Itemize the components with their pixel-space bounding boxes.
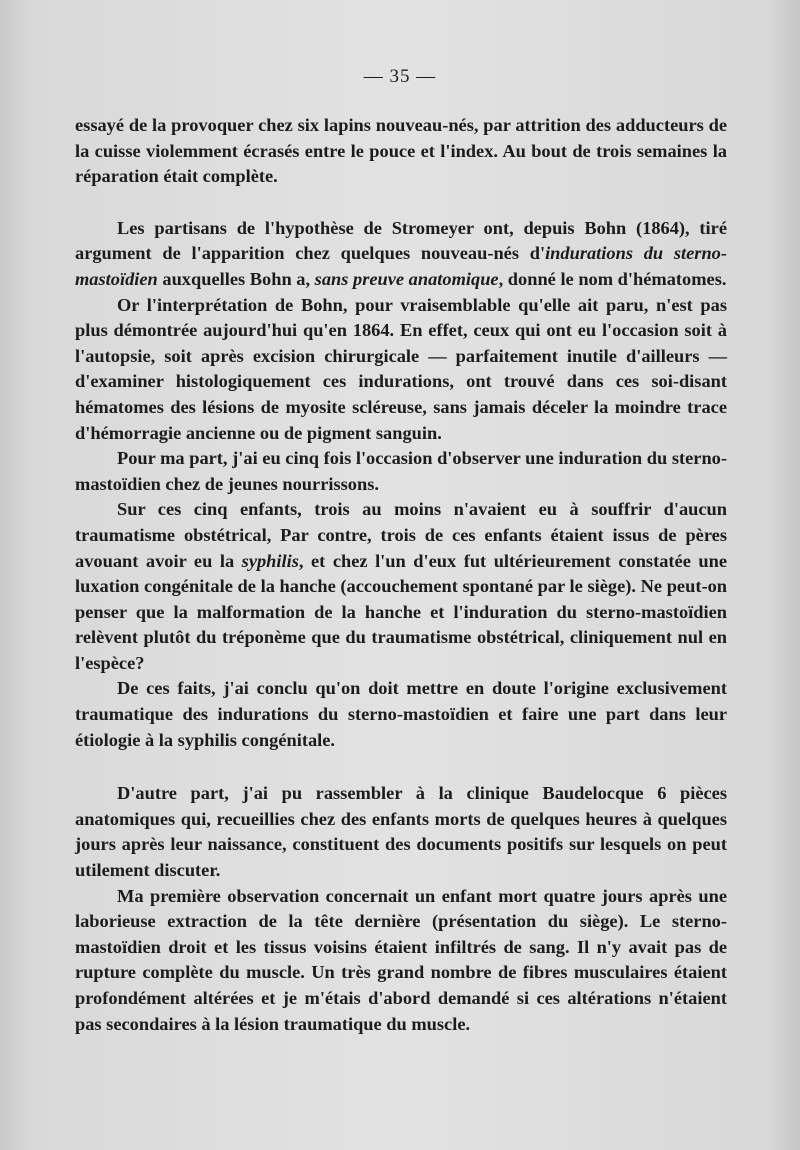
paragraph-4: Pour ma part, j'ai eu cinq fois l'occasion d'observer une induration du sterno-mastoïdien chez de jeunes nourrissons. — [75, 448, 727, 494]
section-gap — [75, 190, 727, 216]
paragraph-3: Or l'interprétation de Bohn, pour vraisemblable qu'elle ait paru, n'est pas plus démontrée aujourd'hui qu'en 1864. En effet, ceux qui ont eu l'occasion soit à l'autopsie, soit après excision chirurgicale — parfaitement inutile d'ailleurs — d'examiner histologiquement ces indurations, ont trouvé dans ces soi-disant hématomes des lésions de myosite scléreuse, sans jamais déceler la moindre trace d'hémorragie ancienne ou de pigment sanguin. — [75, 294, 727, 443]
paragraph-6: De ces faits, j'ai conclu qu'on doit mettre en doute l'origine exclusivement traumatique des indurations du sterno-mastoïdien et faire une part dans leur étiologie à la syphilis congénitale. — [75, 678, 727, 750]
paragraph-8: Ma première observation concernait un enfant mort quatre jours après une laborieuse extraction de la tête dernière (présentation du siège). Le sterno-mastoïdien droit et les tissus voisins étaient infiltrés de sang. Il n'y avait pas de rupture complète du muscle. Un très grand nombre de fibres musculaires étaient profondément altérées et je m'étais d'abord demandé si ces altérations n'étaient pas secondaires à la lésion traumatique du muscle. — [75, 885, 727, 1034]
paragraph-5: Sur ces cinq enfants, trois au moins n'avaient eu à souffrir d'aucun traumatisme obstétrical, Par contre, trois de ces enfants étaient issus de pères avouant avoir eu la syphilis, et chez l'un d'eux fut ultérieurement constatée une luxation congénitale de la hanche (accouchement spontané par le siège). Ne peut-on penser que la malformation de la hanche et l'induration du sterno-mastoïdien relèvent plutôt du tréponème que du traumatisme obstétrical, cliniquement nul en l'espèce? — [75, 499, 727, 673]
section-gap — [75, 753, 727, 781]
body-text — [75, 113, 727, 1037]
emphasis-sans-preuve: sans preuve anatomique — [314, 268, 499, 289]
emphasis-syphilis: syphilis — [241, 550, 299, 571]
paragraph-2: Les partisans de l'hypothèse de Stromeyer ont, depuis Bohn (1864), tiré argument de l'apparition chez quelques nouveau-nés d'indurations du sterno-mastoïdien auxquelles Bohn a, sans preuve anatomique, donné le nom d'hématomes. — [75, 217, 727, 289]
page-number: — 35 — — [363, 66, 437, 87]
paragraph-1: essayé de la provoquer chez six lapins nouveau-nés, par attrition des adducteurs de la cuisse violemment écrasés entre le pouce et l'index. Au bout de trois semaines la réparation était complète. — [75, 115, 727, 187]
emphasis-indurations: indurations du sterno-mastoïdien — [75, 243, 727, 289]
paragraph-7: D'autre part, j'ai pu rassembler à la clinique Baudelocque 6 pièces anatomiques qui, recueillies chez des enfants morts de quelques heures à quelques jours après leur naissance, constituent des documents positifs sur lesquels on peut utilement discuter. — [75, 783, 727, 881]
